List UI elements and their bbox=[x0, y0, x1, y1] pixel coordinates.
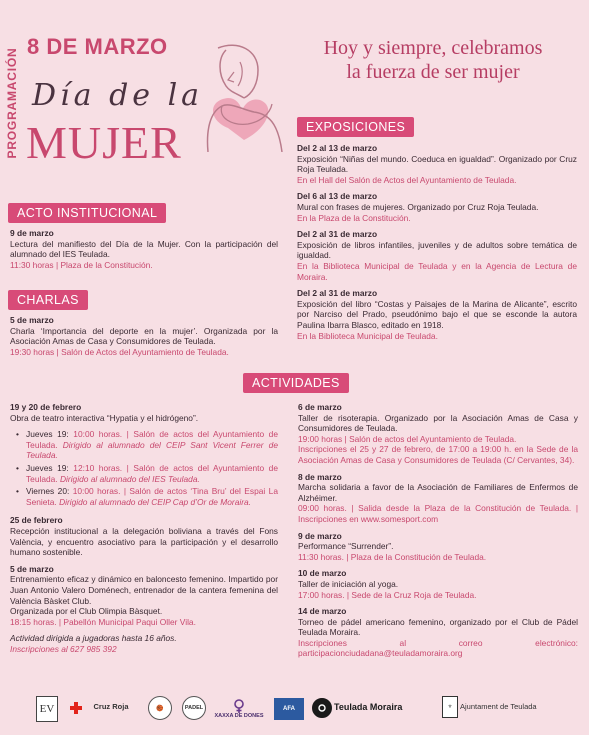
acto-institucional-label: ACTO INSTITUCIONAL bbox=[8, 203, 166, 223]
exposicion-item: Del 6 al 13 de marzo Mural con frases de mujeres. Organizado por Cruz Roja Teulada. En la Plaza de la Constitución. bbox=[297, 191, 539, 223]
woman-hugging-heart-illustration bbox=[178, 40, 288, 152]
exposiciones-label: EXPOSICIONES bbox=[297, 117, 414, 137]
igualdad-logo: EV bbox=[36, 696, 58, 722]
programacion-vertical-label: PROGRAMACIÓN bbox=[5, 47, 19, 159]
tagline bbox=[292, 36, 574, 84]
olimpia-basquet-logo: 🏀 bbox=[148, 696, 172, 720]
cruz-roja-logo-text: Cruz Roja bbox=[93, 702, 129, 711]
list-item: • Jueves 19: 12:10 horas. | Salón de actos del Ayuntamiento de Teulada. Dirigido al alumnado del IES Teulada. bbox=[16, 463, 278, 484]
charlas-section: 5 de marzo Charla ‘Importancia del deporte en la mujer’. Organizada por la Asociación Amas de Casa y Consumidores de Teulada. 19:30 horas | Salón de Actos del Ayuntamiento de Teulada. bbox=[10, 315, 278, 357]
actividades-right-column: 6 de marzo Taller de risoterapia. Organizado por la Asociación Amas de Casa y Consumidores de Teulada. 19:00 horas | Salón de actos del Ayuntamiento de Teulada. Inscripciones el 25 y 27 de febrero, de 17:00 a 19:00 h. en la Sede de la Asociación Amas de Casa y Consumidores de Teulada (C/ Cervantes, 34). 8 de marzo Marcha solidaria a favor de la Asociación de Familiares de Enfermos de Alzhéimer. 09:00 horas. | Salida desde la Plaza de la Constitución de Teulada. | Inscripciones en www.somesport.com 9 de marzo Performance “Surrender”. 11:30 horas. | Plaza de la Constitución de Teulada. 10 de marzo Taller de iniciación al yoga. 17:00 horas. | Sede de la Cruz Roja de Teulada. 14 de marzo Torneo de pádel americano femenino, organizado por el Club de Pádel Teulada Moraira. Inscripciones al correo electrónico: participacionciudadana@teuladamoraira.org bbox=[298, 402, 578, 659]
mujer-heading: MUJER bbox=[26, 117, 182, 168]
exposicion-item: Del 2 al 31 de marzo Exposición del libro “Costas y Paisajes de la Marina de Alicante”, escrito por Narciso del Prado, pseudónimo bajo el que se esconde la autora Paulina Ibarra Blasco, editado en 1918. En la Biblioteca Municipal de Teulada. bbox=[297, 288, 577, 341]
tagline-line-2: la fuerza de ser mujer bbox=[346, 61, 520, 83]
dia-de-la-heading: Día de la bbox=[32, 78, 204, 113]
xaxxa-de-dones-logo: XAXXA DE DONES bbox=[214, 694, 264, 724]
charlas-label: CHARLAS bbox=[8, 290, 88, 310]
alzheimer-association-logo: AFA bbox=[274, 698, 304, 720]
exposiciones-list bbox=[297, 143, 577, 341]
padel-club-logo: PADEL bbox=[182, 696, 206, 720]
actividades-left-column: 19 y 20 de febrero Obra de teatro interactiva “Hypatia y el hidrógeno”. • Jueves 19: 10:00 horas. | Salón de actos del Ayuntamiento de Teulada. Dirigido al alumnado del CEIP Sant Vicent Ferrer de Teulada. • Jueves 19: 12:10 horas. | Salón de actos del Ayuntamiento de Teulada. Dirigido al alumnado del IES Teulada. • Viernes 20: 10:00 horas. | Salón de actos ‘Tina Bru’ del Espai La Senieta. Dirigido al alumnado del CEIP Cap d’Or de Moraira. 25 de febrero Recepción institucional a la delegación boliviana a través del Fons València, y encuentro asociativo para la participación y el desarrollo humano sostenible. 5 de marzo Entrenamiento eficaz y dinámico en baloncesto femenino. Impartido por Juan Antonio Valero Doménech, entrenador de la cantera femenina del València Bàsket Club. Organizada por el Club Olimpia Bàsquet. 18:15 horas. | Pabellón Municipal Paqui Oller Vila. Actividad dirigida a jugadoras hasta 16 años. Inscripciones al 627 985 392 bbox=[10, 402, 278, 654]
acto-institucional-section: 9 de marzo Lectura del manifiesto del Día de la Mujer. Con la participación del alumnado del IES Teulada. 11:30 horas | Plaza de la Constitución. bbox=[10, 228, 278, 270]
list-item: • Viernes 20: 10:00 horas. | Salón de actos ‘Tina Bru’ del Espai La Senieta. Dirigido al alumnado del CEIP Cap d’Or de Moraira. bbox=[16, 486, 278, 507]
exposicion-item: Del 2 al 13 de marzo Exposición “Niñas del mundo. Coeduca en igualdad”. Organizado por Cruz Roja Teulada. En el Hall del Salón de Actos del Ayuntamiento de Teulada. bbox=[297, 143, 577, 185]
event-date-title: 8 DE MARZO bbox=[27, 34, 168, 59]
tagline-line-1: Hoy y siempre, celebramos bbox=[323, 37, 543, 59]
ayuntamiento-shield-icon: ⚜ bbox=[442, 696, 458, 718]
theatre-sessions-list bbox=[16, 429, 278, 507]
list-item: • Jueves 19: 10:00 horas. | Salón de actos del Ayuntamiento de Teulada. Dirigido al alumnado del CEIP Sant Vicent Ferrer de Teulada. bbox=[16, 429, 278, 461]
female-symbol-icon bbox=[232, 699, 246, 713]
actividades-label: ACTIVIDADES bbox=[243, 373, 349, 393]
teulada-moraira-logo-text: Teulada Moraira bbox=[334, 702, 403, 712]
teulada-moraira-emblem-icon bbox=[312, 698, 332, 718]
sponsor-logos bbox=[0, 690, 589, 730]
exposicion-item: Del 2 al 31 de marzo Exposición de libros infantiles, juveniles y de adultos sobre temática de igualdad. En la Biblioteca Municipal de Teulada y en la Agencia de Lectura de Moraira. bbox=[297, 229, 577, 282]
ajuntament-de-teulada-logo-text: Ajuntament de Teulada bbox=[460, 702, 537, 711]
